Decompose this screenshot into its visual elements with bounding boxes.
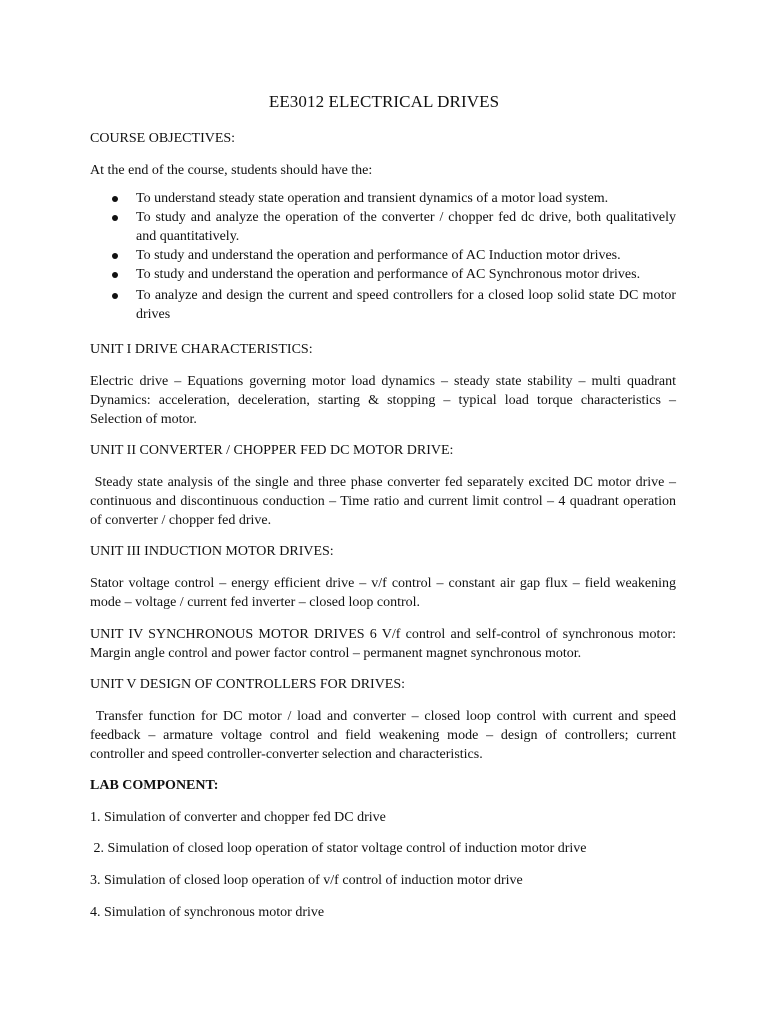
unit-4-text: UNIT IV SYNCHRONOUS MOTOR DRIVES 6 V/f control and self-control of synchronous motor: Margin angle control and power factor control – permanent magnet synchronous motor. bbox=[90, 627, 676, 661]
objective-text: To study and understand the operation and performance of AC Synchronous motor drives. bbox=[136, 267, 641, 282]
lab-item: 4. Simulation of synchronous motor drive bbox=[90, 905, 325, 920]
unit-1-text: Electric drive – Equations governing motor load dynamics – steady state stability – multi quadrant Dynamics: acceleration, deceleration, starting & stopping – typical load torque characteristics – Selection of motor. bbox=[90, 374, 676, 427]
unit-2-heading: UNIT II CONVERTER / CHOPPER FED DC MOTOR DRIVE: bbox=[90, 443, 454, 458]
objective-item bbox=[90, 265, 676, 284]
bullet-icon bbox=[112, 272, 118, 278]
objective-text: To study and understand the operation and performance of AC Induction motor drives. bbox=[136, 248, 621, 263]
objectives-list bbox=[90, 189, 676, 324]
unit-2-text: Steady state analysis of the single and three phase converter fed separately excited DC motor drive – continuous and discontinuous conduction – Time ratio and current limit control – 4 quadrant operation of converter / chopper fed drive. bbox=[90, 475, 680, 528]
course-objectives-heading: COURSE OBJECTIVES: bbox=[90, 131, 236, 146]
objective-text: To analyze and design the current and speed controllers for a closed loop solid state DC motor drives bbox=[136, 288, 676, 322]
unit-3-heading: UNIT III INDUCTION MOTOR DRIVES: bbox=[90, 544, 334, 559]
objective-text: To study and analyze the operation of the converter / chopper fed dc drive, both qualitatively and quantitatively. bbox=[136, 210, 676, 244]
document-title: EE3012 ELECTRICAL DRIVES bbox=[268, 92, 500, 111]
objective-item bbox=[90, 246, 676, 265]
bullet-icon bbox=[112, 196, 118, 202]
unit-5-text: Transfer function for DC motor / load and converter – closed loop control with current and speed feedback – armature voltage control and field weakening mode – design of controllers; current controller and speed controller-converter selection and characteristics. bbox=[90, 709, 680, 762]
bullet-icon bbox=[112, 253, 118, 259]
unit-1-heading: UNIT I DRIVE CHARACTERISTICS: bbox=[90, 342, 313, 357]
lab-heading: LAB COMPONENT: bbox=[90, 778, 219, 793]
unit-5-heading: UNIT V DESIGN OF CONTROLLERS FOR DRIVES: bbox=[90, 677, 406, 692]
intro-text: At the end of the course, students should have the: bbox=[90, 163, 373, 178]
unit-3-text: Stator voltage control – energy efficient drive – v/f control – constant air gap flux – field weakening mode – voltage / current fed inverter – closed loop control. bbox=[90, 576, 676, 610]
lab-item: 1. Simulation of converter and chopper fed DC drive bbox=[90, 810, 386, 825]
lab-item: 2. Simulation of closed loop operation of stator voltage control of induction motor drive bbox=[90, 841, 587, 856]
objective-item bbox=[90, 189, 676, 208]
objective-item bbox=[90, 208, 676, 246]
objective-item bbox=[90, 286, 676, 324]
bullet-icon bbox=[112, 215, 118, 221]
bullet-icon bbox=[112, 293, 118, 299]
objective-text: To understand steady state operation and transient dynamics of a motor load system. bbox=[136, 191, 609, 206]
lab-item: 3. Simulation of closed loop operation of v/f control of induction motor drive bbox=[90, 873, 523, 888]
